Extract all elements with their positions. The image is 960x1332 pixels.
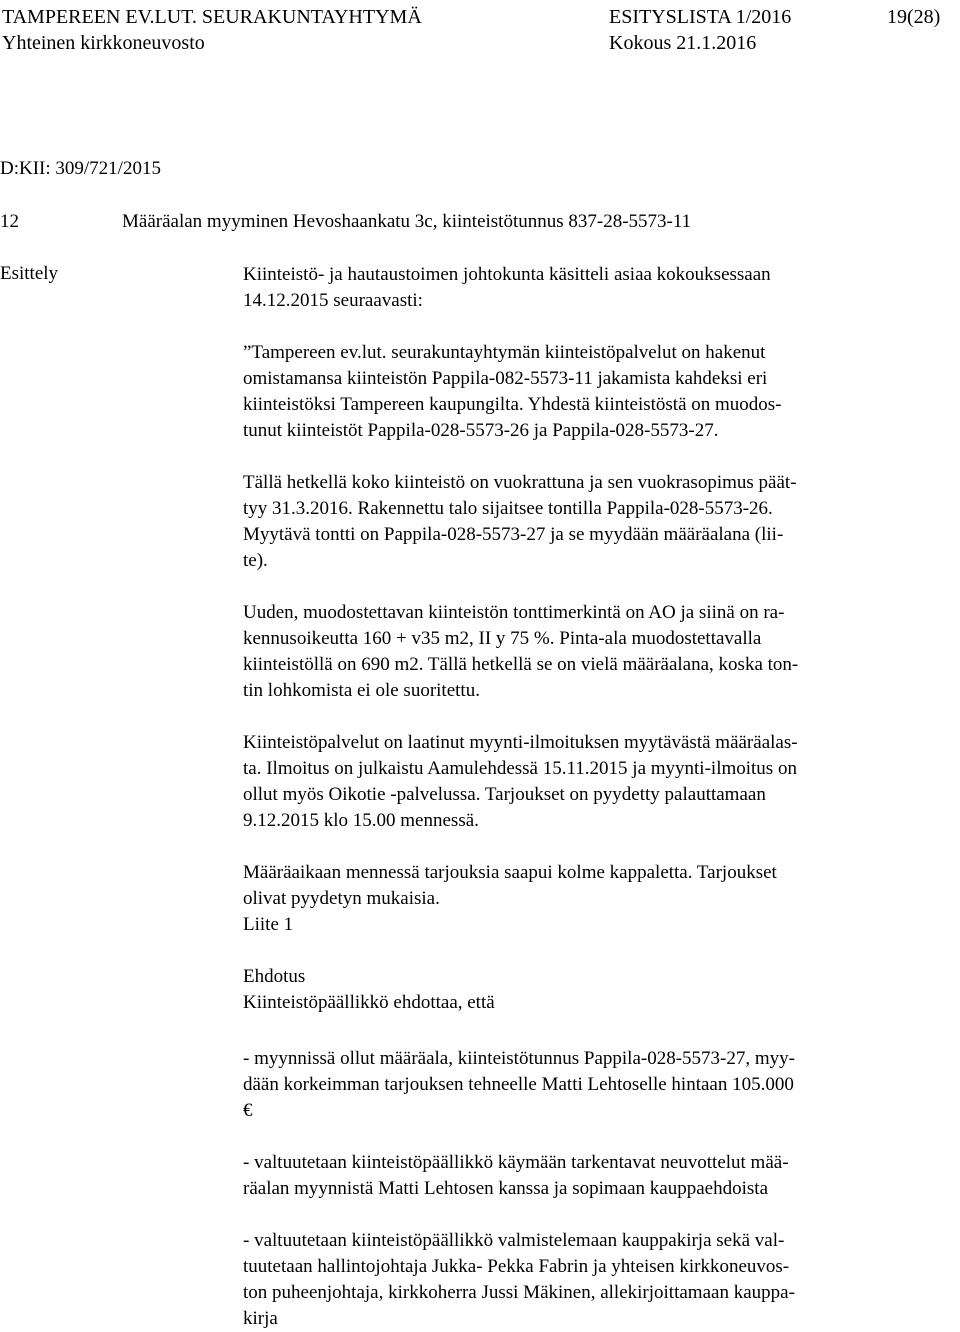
paragraph-offers: Määräaikaan mennessä tarjouksia saapui kolme kappaletta. Tarjoukset olivat pyydetyn mukaisia. Liite 1	[243, 862, 777, 935]
paragraph-quote-start: ”Tampereen ev.lut. seurakuntayhtymän kiinteistöpalvelut on hakenut omistamansa kiinteistön Pappila-082-5573-11 jakamista kahdeksi eri kiinteistöksi Tampereen kaupungilta. Yhdestä kiinteistöstä on muodos- tunut kiinteistöt Pappila-028-5573-26 ja Pappila-028-5573-27.	[243, 342, 782, 441]
body-name: Yhteinen kirkkoneuvosto	[2, 32, 205, 54]
document-body	[243, 262, 903, 1332]
page-number: 19(28)	[887, 6, 941, 28]
section-number: 12	[0, 211, 19, 232]
proposal-item-sale: - myynnissä ollut määräala, kiinteistötunnus Pappila-028-5573-27, myy- dään korkeimman tarjouksen tehneelle Matti Lehtoselle hintaan 105.000 €	[243, 1048, 795, 1121]
section-label: Esittely	[0, 263, 59, 284]
proposal-item-contract: - valtuutetaan kiinteistöpäällikkö valmistelemaan kauppakirja sekä val- tuutetaan hallintojohtaja Jukka- Pekka Fabrin ja yhteisen kirkkoneuvos- ton puheenjohtaja, kirkkoherra Jussi Mäkinen, allekirjoittamaan kauppa- kirja	[243, 1230, 795, 1329]
paragraph-intro: Kiinteistö- ja hautaustoimen johtokunta käsitteli asiaa kokouksessaan 14.12.2015 seuraavasti:	[243, 264, 771, 311]
paragraph-lease: Tällä hetkellä koko kiinteistö on vuokrattuna ja sen vuokrasopimus päät- tyy 31.3.2016. Rakennettu talo sijaitsee tontilla Pappila-028-5573-26. Myytävä tontti on Pappila-028-5573-27 ja se myydään määräalana (lii- te).	[243, 472, 797, 571]
proposal-item-negotiation: - valtuutetaan kiinteistöpäällikkö käymään tarkentavat neuvottelut mää- räalan myynnistä Matti Lehtosen kanssa ja sopimaan kauppaehdoista	[243, 1152, 789, 1199]
organization-name: TAMPEREEN EV.LUT. SEURAKUNTAYHTYMÄ	[2, 6, 422, 28]
section-title: Määräalan myyminen Hevoshaankatu 3c, kiinteistötunnus 837-28-5573-11	[122, 211, 692, 232]
meeting-date: Kokous 21.1.2016	[609, 32, 757, 54]
paragraph-plot: Uuden, muodostettavan kiinteistön tonttimerkintä on AO ja siinä on ra- kennusoikeutta 160 + v35 m2, II y 75 %. Pinta-ala muodostettavalla kiinteistöllä on 690 m2. Tällä hetkellä se on vielä määräalana, koska ton- tin lohkomista ei ole suoritettu.	[243, 602, 799, 701]
proposal-heading: Ehdotus Kiinteistöpäällikkö ehdottaa, että	[243, 966, 495, 1013]
paragraph-sale-notice: Kiinteistöpalvelut on laatinut myynti-ilmoituksen myytävästä määräalas- ta. Ilmoitus on julkaistu Aamulehdessä 15.11.2015 ja myynti-ilmoitus on ollut myös Oikotie -palvelussa. Tarjoukset on pyydetty palauttamaan 9.12.2015 klo 15.00 mennessä.	[243, 732, 798, 831]
reference-number: D:KII: 309/721/2015	[0, 158, 161, 179]
agenda-number: ESITYSLISTA 1/2016	[609, 6, 792, 28]
